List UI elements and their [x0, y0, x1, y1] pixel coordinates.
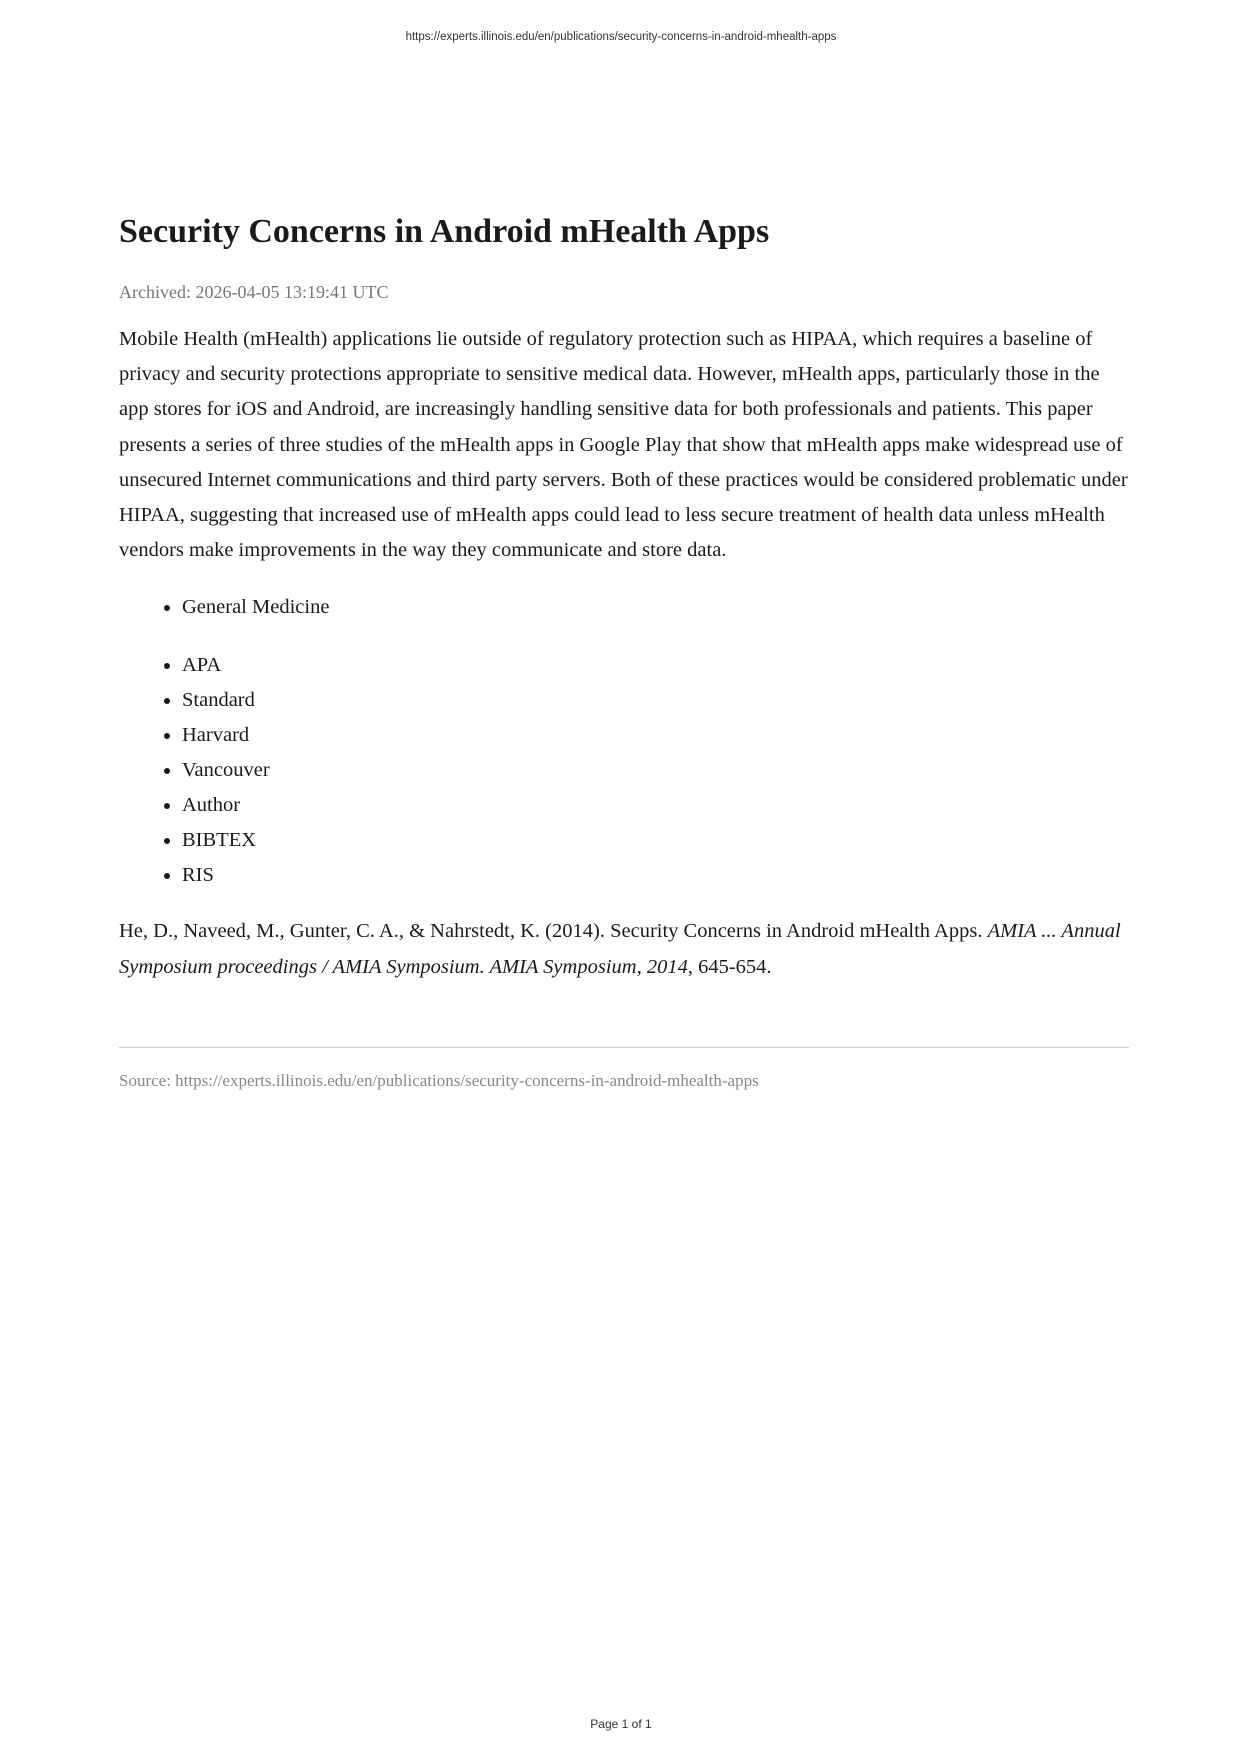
citation-format-author: • Author	[182, 788, 1129, 823]
source-url: Source: https://experts.illinois.edu/en/publications/security-concerns-in-android-mhealth-apps	[119, 1071, 759, 1091]
citation-format-harvard: • Harvard	[182, 718, 1129, 753]
citation-separator: ,	[636, 956, 647, 979]
keyword-item: • General Medicine	[182, 590, 1129, 625]
page-title: Security Concerns in Android mHealth Apps	[119, 213, 770, 250]
citation-format-standard: • Standard	[182, 683, 1129, 718]
citation-authors-title: He, D., Naveed, M., Gunter, C. A., & Nahrstedt, K. (2014). Security Concerns in Android mHealth Apps.	[119, 920, 988, 943]
citation-volume: 2014	[646, 956, 688, 979]
citation-format-ris: • RIS	[182, 858, 1129, 893]
citation-text	[119, 913, 1129, 985]
header-url: https://experts.illinois.edu/en/publications/security-concerns-in-android-mhealth-apps	[405, 31, 837, 43]
citation-format-apa: • APA	[182, 648, 1129, 683]
citation-format-list	[119, 648, 1129, 893]
citation-pages: , 645-654.	[687, 956, 772, 979]
archived-timestamp: Archived: 2026-04-05 13:19:41 UTC	[119, 282, 389, 302]
citation-format-vancouver: • Vancouver	[182, 753, 1129, 788]
page-number: Page 1 of 1	[590, 1717, 652, 1731]
divider	[119, 1047, 1129, 1048]
citation-format-bibtex: • BIBTEX	[182, 823, 1129, 858]
keyword-list	[119, 590, 1129, 625]
abstract: Mobile Health (mHealth) applications lie outside of regulatory protection such as HIPAA, which requires a baseline of privacy and security protections appropriate to sensitive medical data. However, mHealth apps, particularly those in the app stores for iOS and Android, are increasingly handling sensitive data for both professionals and patients. This paper presents a series of three studies of the mHealth apps in Google Play that show that mHealth apps make widespread use of unsecured Internet communications and third party servers. Both of these practices would be considered problematic under HIPAA, suggesting that increased use of mHealth apps could lead to less secure treatment of health data unless mHealth vendors make improvements in the way they communicate and store data.	[119, 328, 1128, 562]
article	[119, 210, 1129, 1092]
citation-journal: AMIA ... Annual Symposium proceedings / AMIA Symposium. AMIA Symposium	[119, 920, 1121, 979]
